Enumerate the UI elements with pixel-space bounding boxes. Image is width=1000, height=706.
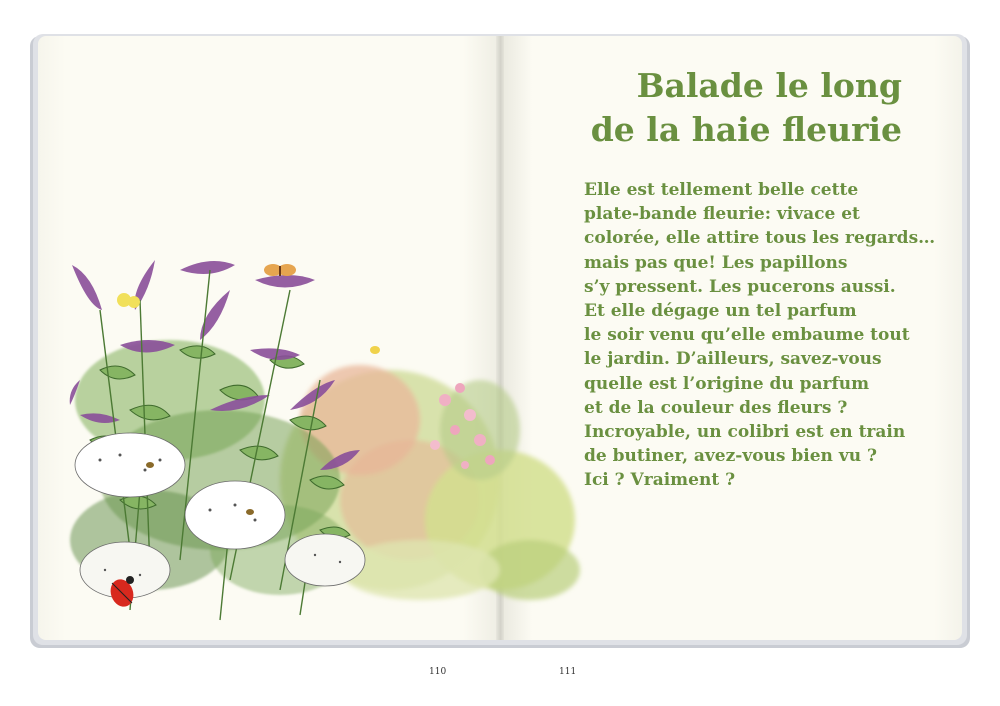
page-number-left: 110 — [429, 667, 447, 677]
body-line: Et elle dégage un tel parfum — [584, 301, 857, 322]
body-line: Elle est tellement belle cette — [584, 180, 859, 200]
body-line: quelle est l’origine du parfum — [584, 373, 870, 394]
body-line: Ici ? Vraiment ? — [584, 470, 736, 491]
page-number-right: 111 — [559, 667, 577, 677]
page-title — [572, 64, 902, 152]
body-line: et de la couleur des fleurs ? — [584, 397, 848, 418]
body-line: colorée, elle attire tous les regards… — [584, 228, 936, 249]
butterfly-icon — [264, 264, 296, 276]
title-line: Balade le long — [636, 66, 902, 105]
body-line: de butiner, avez-vous bien vu ? — [584, 446, 877, 467]
body-paragraph — [584, 178, 936, 493]
body-line: plate-bande fleurie: vivace et — [584, 204, 860, 225]
body-line: le soir venu qu’elle embaume tout — [584, 325, 910, 346]
flower-hedge-illustration — [60, 250, 600, 630]
body-line: s’y pressent. Les pucerons aussi. — [584, 276, 896, 297]
body-line: le jardin. D’ailleurs, savez-vous — [584, 349, 882, 370]
title-line: de la haie fleurie — [590, 110, 902, 149]
body-line: mais pas que! Les papillons — [584, 252, 848, 273]
body-line: Incroyable, un colibri est en train — [584, 422, 906, 443]
